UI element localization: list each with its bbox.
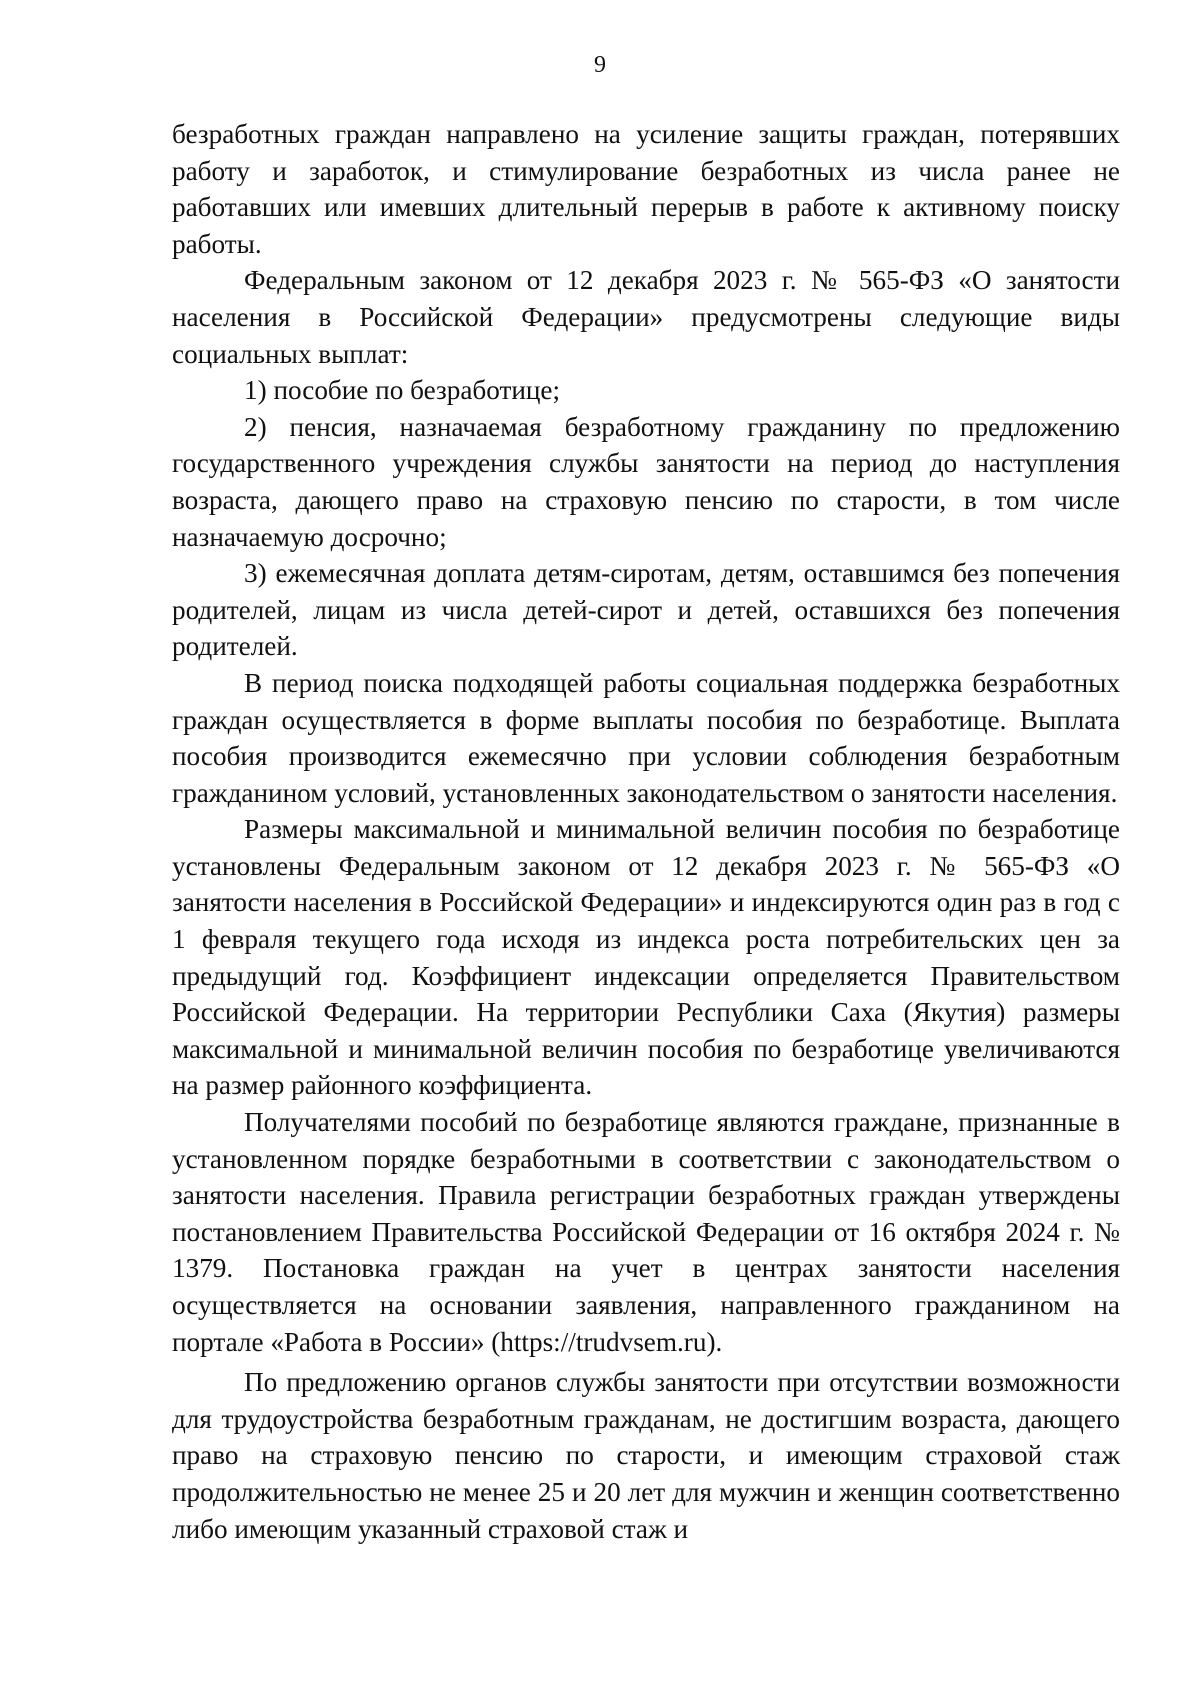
- paragraph-benefit-recipients: Получателями пособий по безработице являются граждане, признанные в установленном порядке безработными в соответствии с законодательством о занятости населения. Правила регистрации безработных граждан утверждены постановлением Правительства Российской Федерации от 16 октября 2024 г. № 1379. Постановка граждан на учет в центрах занятости населения осуществляется на основании заявления, направленного гражданином на портале «Работа в России» (https://trudvsem.ru).: [172, 1107, 1120, 1357]
- paragraph-continuation: безработных граждан направлено на усиление защиты граждан, потерявших работу и заработок, и стимулирование безработных из числа ранее не работавших или имевших длительный перерыв в работе к активному поиску работы.: [172, 119, 1120, 259]
- document-body: [172, 116, 1120, 1547]
- paragraph-job-search-support: В период поиска подходящей работы социальная поддержка безработных граждан осуществляется в форме выплаты пособия по безработице. Выплата пособия производится ежемесячно при условии соблюдения безработным гражданином условий, установленных законодательством о занятости населения.: [172, 667, 1120, 808]
- paragraph-benefit-amounts: Размеры максимальной и минимальной величин пособия по безработице установлены Федеральным законом от 12 декабря 2023 г. № 565-ФЗ «О занятости населения в Российской Федерации» и индексируются один раз в год с 1 февраля текущего года исходя из индекса роста потребительских цен за предыдущий год. Коэффициент индексации определяется Правительством Российской Федерации. На территории Республики Саха (Якутия) размеры максимальной и минимальной величин пособия по безработице увеличиваются на размер районного коэффициента.: [172, 814, 1120, 1101]
- list-item-orphan-payment: 3) ежемесячная доплата детям-сиротам, детям, оставшимся без попечения родителей, лицам из числа детей-сирот и детей, оставшихся без попечения родителей.: [172, 558, 1120, 662]
- page-number: 9: [594, 52, 606, 78]
- paragraph-federal-law-benefits: Федеральным законом от 12 декабря 2023 г. № 565-ФЗ «О занятости населения в Российской Федерации» предусмотрены следующие виды социальных выплат:: [172, 265, 1120, 369]
- list-item-unemployment-benefit: 1) пособие по безработице;: [244, 375, 561, 406]
- list-item-pension: 2) пенсия, назначаемая безработному гражданину по предложению государственного учреждения службы занятости на период до наступления возраста, дающего право на страховую пенсию по старости, в том числе назначаемую досрочно;: [172, 411, 1120, 552]
- paragraph-early-pension: По предложению органов службы занятости при отсутствии возможности для трудоустройства безработным гражданам, не достигшим возраста, дающего право на страховую пенсию по старости, и имеющим страховой стаж продолжительностью не менее 25 и 20 лет для мужчин и женщин соответственно либо имеющим указанный страховой стаж и: [172, 1367, 1120, 1544]
